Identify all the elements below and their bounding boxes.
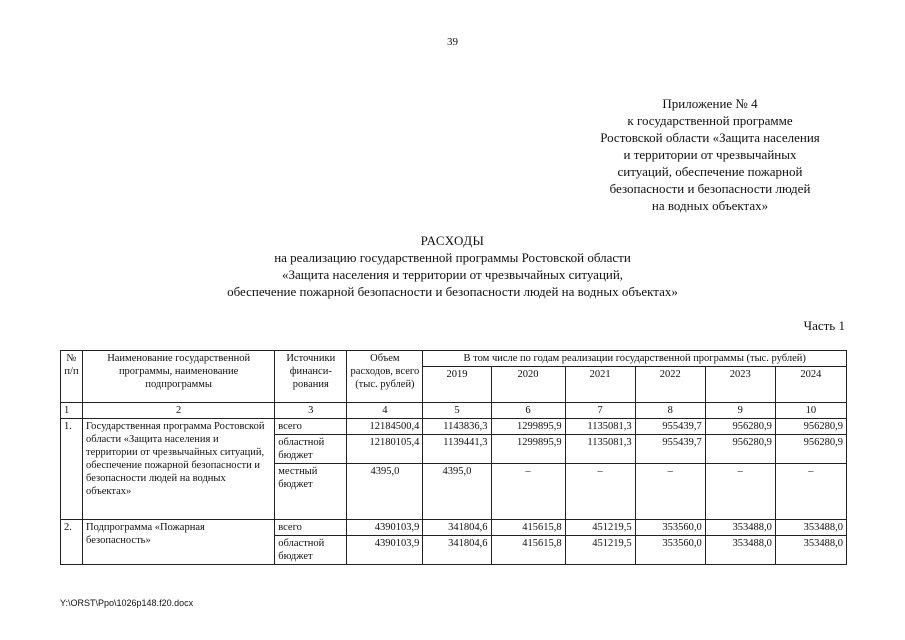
row-year-value: 353488,0 (705, 536, 775, 565)
row-year-value: 955439,7 (635, 435, 705, 464)
index-cell: 4 (347, 403, 423, 419)
title-line: на реализацию государственной программы Ростовской области (274, 250, 631, 265)
header-num: № п/п (61, 351, 83, 403)
row-total: 12180105,4 (347, 435, 423, 464)
row-year-value: 341804,6 (423, 536, 491, 565)
row-year-value: 353488,0 (705, 520, 775, 536)
header-name: Наименование государственной программы, наименование подпрограммы (83, 351, 275, 403)
row-year-value: 415615,8 (491, 536, 565, 565)
header-year: 2024 (775, 367, 846, 403)
row-num: 1. (61, 419, 83, 520)
index-cell: 7 (565, 403, 635, 419)
appendix-line: Приложение № 4 (662, 96, 758, 111)
header-year: 2023 (705, 367, 775, 403)
appendix-line: ситуаций, обеспечение пожарной (617, 164, 803, 179)
header-year: 2021 (565, 367, 635, 403)
title-heading: РАСХОДЫ (420, 233, 485, 248)
file-path-footer: Y:\ORST\Ppo\1026p148.f20.docx (60, 598, 194, 608)
expenses-table (60, 350, 847, 565)
index-cell: 3 (275, 403, 347, 419)
index-cell: 8 (635, 403, 705, 419)
appendix-line: и территории от чрезвычайных (623, 147, 797, 162)
index-cell: 10 (775, 403, 846, 419)
title-line: «Защита населения и территории от чрезвычайных ситуаций, (281, 267, 624, 282)
table-row (61, 520, 847, 536)
row-year-value: 1299895,9 (491, 435, 565, 464)
header-year: 2020 (491, 367, 565, 403)
header-year: 2019 (423, 367, 491, 403)
header-volume: Объем расходов, всего (тыс. рублей) (347, 351, 423, 403)
title-line: обеспечение пожарной безопасности и безопасности людей на водных объектах» (227, 284, 678, 299)
row-year-value: 1139441,3 (423, 435, 491, 464)
row-total: 4390103,9 (347, 536, 423, 565)
row-year-value: – (705, 464, 775, 520)
row-year-value: 1135081,3 (565, 435, 635, 464)
index-cell: 2 (83, 403, 275, 419)
row-source: областной бюджет (275, 536, 347, 565)
row-year-value: – (565, 464, 635, 520)
row-year-value: – (491, 464, 565, 520)
row-year-value: 451219,5 (565, 536, 635, 565)
row-year-value: 415615,8 (491, 520, 565, 536)
row-num: 2. (61, 520, 83, 565)
appendix-line: безопасности и безопасности людей (609, 181, 811, 196)
row-year-value: 955439,7 (635, 419, 705, 435)
header-years-group: В том числе по годам реализации государственной программы (тыс. рублей) (423, 351, 847, 367)
row-name: Государственная программа Ростовской области «Защита населения и территории от чрезвычайных ситуаций, обеспечение пожарной безопасности и безопасности людей на водных объектах» (83, 419, 275, 520)
page-number: 39 (447, 36, 458, 48)
row-year-value: 1299895,9 (491, 419, 565, 435)
row-total: 4390103,9 (347, 520, 423, 536)
row-year-value: 1143836,3 (423, 419, 491, 435)
row-year-value: 353488,0 (775, 520, 846, 536)
row-total: 12184500,4 (347, 419, 423, 435)
row-year-value: 956280,9 (775, 435, 846, 464)
row-source: областной бюджет (275, 435, 347, 464)
row-total: 4395,0 (347, 464, 423, 520)
appendix-line: на водных объектах» (651, 198, 769, 213)
row-year-value: 956280,9 (705, 435, 775, 464)
row-year-value: – (775, 464, 846, 520)
row-year-value: 353560,0 (635, 520, 705, 536)
index-cell: 9 (705, 403, 775, 419)
header-row (61, 351, 847, 367)
row-year-value: 353488,0 (775, 536, 846, 565)
row-year-value: 451219,5 (565, 520, 635, 536)
row-source: местный бюджет (275, 464, 347, 520)
row-year-value: 341804,6 (423, 520, 491, 536)
row-year-value: 956280,9 (775, 419, 846, 435)
row-year-value: 4395,0 (423, 464, 491, 520)
index-cell: 5 (423, 403, 491, 419)
table-row (61, 419, 847, 435)
row-year-value: – (635, 464, 705, 520)
index-row (61, 403, 847, 419)
row-year-value: 1135081,3 (565, 419, 635, 435)
appendix-line: Ростовской области «Защита населения (600, 130, 820, 145)
header-source: Источники финанси-рования (275, 351, 347, 403)
appendix-line: к государственной программе (627, 113, 793, 128)
index-cell: 6 (491, 403, 565, 419)
appendix-block (540, 95, 880, 214)
index-cell: 1 (61, 403, 83, 419)
row-year-value: 353560,0 (635, 536, 705, 565)
row-source: всего (275, 419, 347, 435)
row-year-value: 956280,9 (705, 419, 775, 435)
document-title (0, 232, 905, 300)
row-name: Подпрограмма «Пожарная безопасность» (83, 520, 275, 565)
part-label: Часть 1 (803, 318, 845, 333)
row-source: всего (275, 520, 347, 536)
header-year: 2022 (635, 367, 705, 403)
